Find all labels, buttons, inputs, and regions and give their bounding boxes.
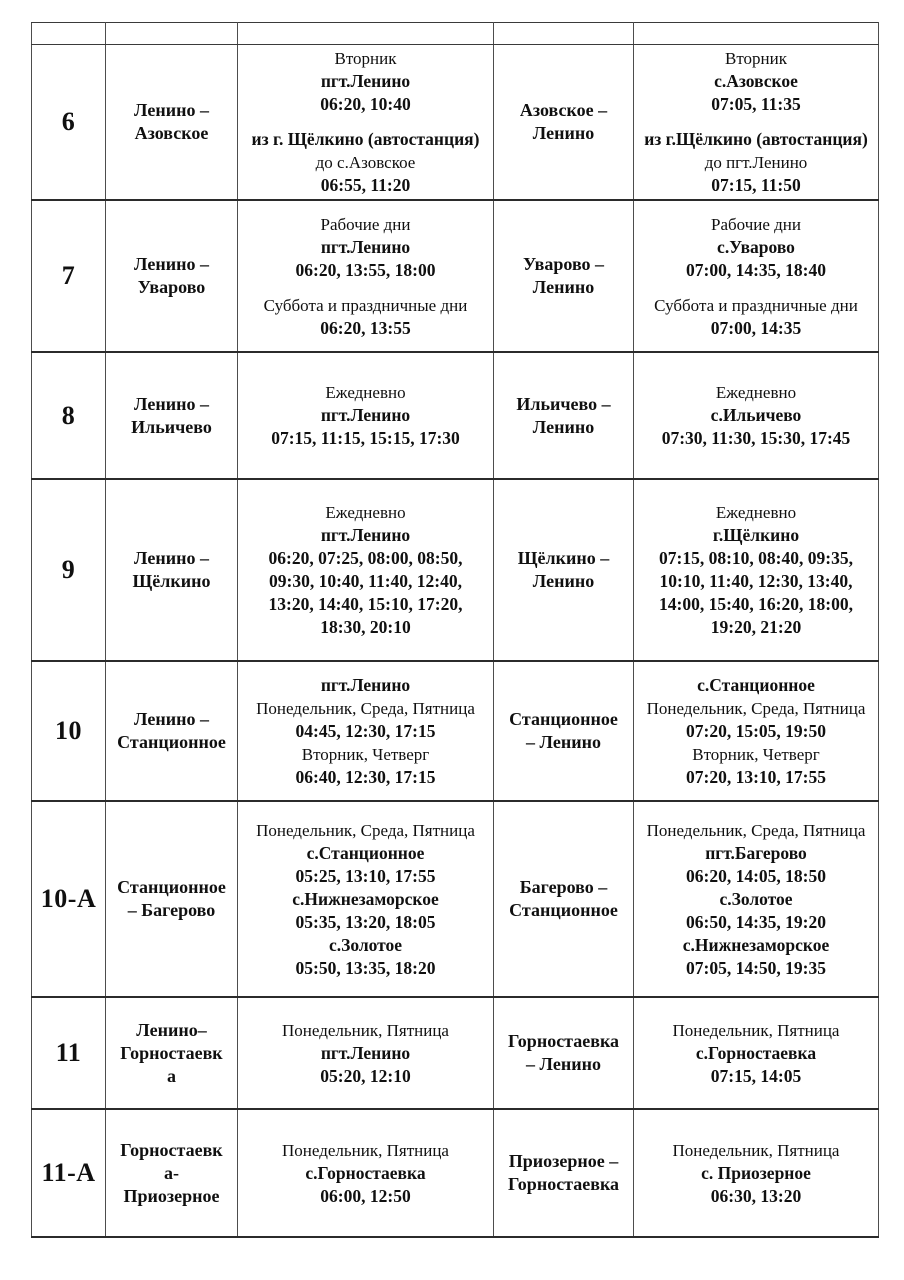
schedule-days-line: до пгт.Ленино xyxy=(704,153,808,172)
schedule-reverse-cell xyxy=(634,661,879,801)
schedule-forward-cell xyxy=(238,801,494,997)
schedule-reverse-cell xyxy=(634,997,879,1109)
route-name-forward-cell xyxy=(106,1109,238,1237)
schedule-block xyxy=(242,501,489,639)
route-number-cell: 10-А xyxy=(32,801,106,997)
schedule-stop-or-time-line: пгт.Ленино xyxy=(320,236,411,257)
schedule-days-line: Ежедневно xyxy=(715,383,797,402)
schedule-days-line: до с.Азовское xyxy=(315,153,416,172)
schedule-stop-or-time-line: пгт.Багерово xyxy=(705,842,807,863)
route-name-line: Горностаевка xyxy=(507,1174,620,1194)
route-name xyxy=(498,876,629,922)
route-name-line: Щёлкино xyxy=(132,571,211,591)
schedule-row xyxy=(32,801,879,997)
route-name xyxy=(498,393,629,439)
schedule-stop-or-time-line: пгт.Ленино xyxy=(320,674,411,695)
schedule-stop-or-time-line: 07:15, 11:50 xyxy=(711,175,801,195)
schedule-reverse-cell xyxy=(634,45,879,201)
schedule-stop-or-time-line: 07:20, 15:05, 19:50 xyxy=(686,720,826,741)
schedule-row xyxy=(32,352,879,479)
route-name-line: Ленино xyxy=(532,123,595,143)
route-name-line: Станционное xyxy=(117,732,226,752)
schedule-days-line: Понедельник, Среда, Пятница xyxy=(646,820,866,840)
route-name xyxy=(498,253,629,299)
schedule-stop-or-time-line: 07:05, 14:50, 19:35 xyxy=(686,957,826,978)
route-name-reverse-cell xyxy=(494,352,634,479)
schedule-block xyxy=(638,128,874,197)
route-name-forward-cell xyxy=(106,479,238,661)
schedule-block xyxy=(638,819,874,980)
schedule-stop-or-time-line: с.Уварово xyxy=(717,236,795,257)
header-cell-number xyxy=(32,23,106,45)
route-name-line: Азовское xyxy=(134,123,209,143)
header-cell-schedule-forward xyxy=(238,23,494,45)
route-name-line: Ленино – xyxy=(134,100,209,120)
route-number-cell: 11 xyxy=(32,997,106,1109)
schedule-stop-or-time-line: 07:00, 14:35 xyxy=(710,317,802,338)
schedule-stop-or-time-line: 06:00, 12:50 xyxy=(320,1185,411,1206)
schedule-stop-or-time-line: 06:20, 10:40 xyxy=(320,94,411,114)
schedule-stop-or-time-line: 07:00, 14:35, 18:40 xyxy=(686,259,826,280)
route-name-reverse-cell xyxy=(494,45,634,201)
schedule-stop-or-time-line: 06:30, 13:20 xyxy=(710,1185,802,1206)
schedule-stop-or-time-line: с.Горностаевка xyxy=(695,1042,817,1063)
route-name-forward-cell xyxy=(106,997,238,1109)
schedule-reverse-cell xyxy=(634,200,879,352)
route-name-forward-cell xyxy=(106,661,238,801)
route-name-line: Ленино– xyxy=(136,1019,207,1040)
route-name-line: Приозерное – xyxy=(508,1151,619,1171)
route-name-forward-cell xyxy=(106,200,238,352)
route-name-line: Станционное xyxy=(509,900,618,920)
route-name-line: Ленино – xyxy=(134,548,209,568)
header-cell-route-forward xyxy=(106,23,238,45)
schedule-block xyxy=(242,47,489,116)
schedule-stop-or-time-line: 06:55, 11:20 xyxy=(320,175,411,195)
schedule-block xyxy=(638,1019,874,1088)
route-name-line: Ильичево xyxy=(131,416,212,437)
route-name-line: – Ленино xyxy=(526,732,601,752)
schedule-stop-or-time-line: 06:20, 13:55 xyxy=(320,317,411,338)
schedule-block xyxy=(242,1139,489,1208)
schedule-stop-or-time-line: 05:20, 12:10 xyxy=(320,1065,411,1086)
schedule-stop-or-time-line: с.Азовское xyxy=(714,71,798,91)
route-name xyxy=(110,99,233,145)
schedule-forward-cell xyxy=(238,1109,494,1237)
schedule-row xyxy=(32,200,879,352)
schedule-days-line: Понедельник, Среда, Пятница xyxy=(256,820,475,840)
schedule-block xyxy=(242,1019,489,1088)
schedule-days-line: Суббота и праздничные дни xyxy=(654,295,858,315)
route-name-reverse-cell xyxy=(494,1109,634,1237)
schedule-stop-or-time-line: с.Станционное xyxy=(306,842,425,863)
schedule-days-line: Понедельник, Пятница xyxy=(282,1020,449,1040)
bus-schedule-table xyxy=(31,22,879,1238)
route-name-reverse-cell xyxy=(494,997,634,1109)
schedule-stop-or-time-line: 06:20, 07:25, 08:00, 08:50, xyxy=(268,548,463,568)
header-cell-route-reverse xyxy=(494,23,634,45)
route-number-cell: 11-А xyxy=(32,1109,106,1237)
route-name-line: – Ленино xyxy=(526,1054,601,1074)
schedule-days-line: Понедельник, Среда, Пятница xyxy=(256,698,475,718)
route-name-forward-cell xyxy=(106,352,238,479)
schedule-stop-or-time-line: 06:40, 12:30, 17:15 xyxy=(295,766,436,787)
schedule-stop-or-time-line: 07:20, 13:10, 17:55 xyxy=(686,766,826,787)
route-name-line: Станционное xyxy=(117,877,226,897)
route-number-cell: 6 xyxy=(32,45,106,201)
schedule-row xyxy=(32,997,879,1109)
schedule-stop-or-time-line: 07:05, 11:35 xyxy=(711,94,801,114)
route-name-line: Ленино xyxy=(532,571,595,591)
route-name-line: Ильичево – xyxy=(516,393,611,414)
schedule-block xyxy=(242,819,489,980)
schedule-stop-or-time-line: пгт.Ленино xyxy=(320,1042,411,1063)
schedule-forward-cell xyxy=(238,479,494,661)
schedule-stop-or-time-line: пгт.Ленино xyxy=(320,71,411,91)
schedule-stop-or-time-line: 06:50, 14:35, 19:20 xyxy=(686,911,826,932)
schedule-days-line: Вторник, Четверг xyxy=(301,744,430,764)
route-name-reverse-cell xyxy=(494,200,634,352)
schedule-days-line: Понедельник, Пятница xyxy=(672,1020,840,1040)
schedule-stop-or-time-line: 06:20, 14:05, 18:50 xyxy=(686,865,826,886)
route-name xyxy=(110,708,233,754)
schedule-stop-or-time-line: 13:20, 14:40, 15:10, 17:20, xyxy=(268,594,463,614)
schedule-block xyxy=(638,381,874,450)
route-name-line: Азовское – xyxy=(519,100,608,120)
schedule-forward-cell xyxy=(238,45,494,201)
route-name-reverse-cell xyxy=(494,661,634,801)
schedule-row xyxy=(32,661,879,801)
schedule-stop-or-time-line: с. Приозерное xyxy=(701,1162,811,1183)
schedule-block xyxy=(242,381,489,450)
schedule-block xyxy=(638,294,874,340)
schedule-stop-or-time-line: г.Щёлкино xyxy=(712,525,800,545)
route-name-line: Уварово – xyxy=(522,254,605,274)
schedule-stop-or-time-line: пгт.Ленино xyxy=(320,405,411,425)
schedule-row xyxy=(32,45,879,201)
schedule-forward-cell xyxy=(238,200,494,352)
schedule-days-line: Ежедневно xyxy=(325,503,406,522)
route-number-cell: 9 xyxy=(32,479,106,661)
schedule-days-line: Понедельник, Пятница xyxy=(672,1140,840,1160)
route-name-line: Уварово xyxy=(137,277,206,297)
schedule-row xyxy=(32,479,879,661)
schedule-block xyxy=(638,47,874,116)
route-name-line: Горностаевка xyxy=(507,1031,620,1051)
schedule-stop-or-time-line: 19:20, 21:20 xyxy=(710,617,802,637)
route-name-line: а- xyxy=(164,1162,179,1183)
route-name xyxy=(110,876,233,922)
route-name-line: Щёлкино – xyxy=(517,548,610,568)
route-name-line: а xyxy=(167,1065,176,1086)
route-name-reverse-cell xyxy=(494,479,634,661)
schedule-block xyxy=(638,674,874,789)
schedule-stop-or-time-line: с.Ильичево xyxy=(710,405,802,425)
schedule-block xyxy=(638,501,874,639)
schedule-block xyxy=(242,128,489,197)
schedule-stop-or-time-line: 04:45, 12:30, 17:15 xyxy=(295,720,436,741)
route-name-line: Ленино xyxy=(532,277,595,297)
route-name-line: Ленино – xyxy=(134,709,209,729)
route-name xyxy=(110,1139,233,1208)
schedule-days-line: Суббота и праздничные дни xyxy=(263,295,468,315)
schedule-stop-or-time-line: из г. Щёлкино (автостанция) xyxy=(251,129,480,149)
route-name xyxy=(498,1150,629,1196)
schedule-stop-or-time-line: 06:20, 13:55, 18:00 xyxy=(295,259,436,280)
schedule-row xyxy=(32,1109,879,1237)
schedule-reverse-cell xyxy=(634,352,879,479)
schedule-days-line: Рабочие дни xyxy=(320,214,411,234)
schedule-stop-or-time-line: 14:00, 15:40, 16:20, 18:00, xyxy=(659,594,853,614)
schedule-stop-or-time-line: 05:25, 13:10, 17:55 xyxy=(295,865,436,886)
schedule-days-line: Ежедневно xyxy=(325,383,406,402)
schedule-stop-or-time-line: 05:35, 13:20, 18:05 xyxy=(295,911,436,932)
schedule-block xyxy=(242,674,489,789)
schedule-reverse-cell xyxy=(634,1109,879,1237)
schedule-days-line: Вторник xyxy=(334,49,397,68)
route-name-line: Ленино xyxy=(532,416,595,437)
schedule-stop-or-time-line: с.Золотое xyxy=(719,888,793,909)
schedule-days-line: Вторник xyxy=(725,49,787,68)
route-name-line: Станционное xyxy=(509,709,618,729)
schedule-reverse-cell xyxy=(634,479,879,661)
route-name xyxy=(110,1019,233,1088)
schedule-forward-cell xyxy=(238,352,494,479)
schedule-stop-or-time-line: 18:30, 20:10 xyxy=(320,617,411,637)
route-name-line: Ленино – xyxy=(134,393,209,414)
schedule-stop-or-time-line: с.Горностаевка xyxy=(305,1162,426,1183)
schedule-block xyxy=(638,1139,874,1208)
schedule-block xyxy=(638,213,874,282)
route-name-forward-cell xyxy=(106,45,238,201)
route-name-line: Горностаевк xyxy=(120,1139,223,1160)
schedule-forward-cell xyxy=(238,661,494,801)
header-row xyxy=(32,23,879,45)
route-name-reverse-cell xyxy=(494,801,634,997)
schedule-stop-or-time-line: 07:15, 11:15, 15:15, 17:30 xyxy=(271,428,460,448)
schedule-stop-or-time-line: из г.Щёлкино (автостанция) xyxy=(644,129,868,149)
schedule-stop-or-time-line: 10:10, 11:40, 12:30, 13:40, xyxy=(659,571,853,591)
schedule-stop-or-time-line: с.Нижнезаморское xyxy=(682,934,830,955)
schedule-block xyxy=(242,213,489,282)
route-name xyxy=(110,393,233,439)
route-name-line: – Багерово xyxy=(127,900,216,920)
schedule-stop-or-time-line: 07:15, 14:05 xyxy=(710,1065,802,1086)
route-name xyxy=(110,547,233,593)
route-name xyxy=(498,99,629,145)
route-number-cell: 10 xyxy=(32,661,106,801)
schedule-stop-or-time-line: с.Золотое xyxy=(328,934,403,955)
route-name xyxy=(498,1030,629,1076)
schedule-stop-or-time-line: с.Станционное xyxy=(697,674,815,695)
schedule-days-line: Вторник, Четверг xyxy=(692,744,820,764)
schedule-forward-cell xyxy=(238,997,494,1109)
route-name-forward-cell xyxy=(106,801,238,997)
schedule-days-line: Понедельник, Пятница xyxy=(282,1140,449,1160)
schedule-days-line: Понедельник, Среда, Пятница xyxy=(646,698,866,718)
route-name-line: Горностаевк xyxy=(120,1042,223,1063)
schedule-stop-or-time-line: пгт.Ленино xyxy=(320,525,411,545)
schedule-stop-or-time-line: с.Нижнезаморское xyxy=(292,888,439,909)
schedule-stop-or-time-line: 07:15, 08:10, 08:40, 09:35, xyxy=(659,548,853,568)
schedule-days-line: Ежедневно xyxy=(715,503,797,522)
route-name-line: Приозерное xyxy=(123,1185,220,1206)
route-name-line: Багерово – xyxy=(519,877,608,897)
header-cell-schedule-reverse xyxy=(634,23,879,45)
route-name xyxy=(498,547,629,593)
route-number-cell: 7 xyxy=(32,200,106,352)
route-name-line: Ленино – xyxy=(134,254,209,274)
schedule-days-line: Рабочие дни xyxy=(711,214,801,234)
route-name xyxy=(110,253,233,299)
schedule-stop-or-time-line: 05:50, 13:35, 18:20 xyxy=(295,957,436,978)
route-number-cell: 8 xyxy=(32,352,106,479)
route-name xyxy=(498,708,629,754)
schedule-block xyxy=(242,294,489,340)
schedule-stop-or-time-line: 07:30, 11:30, 15:30, 17:45 xyxy=(661,428,851,448)
schedule-stop-or-time-line: 09:30, 10:40, 11:40, 12:40, xyxy=(269,571,462,591)
schedule-reverse-cell xyxy=(634,801,879,997)
